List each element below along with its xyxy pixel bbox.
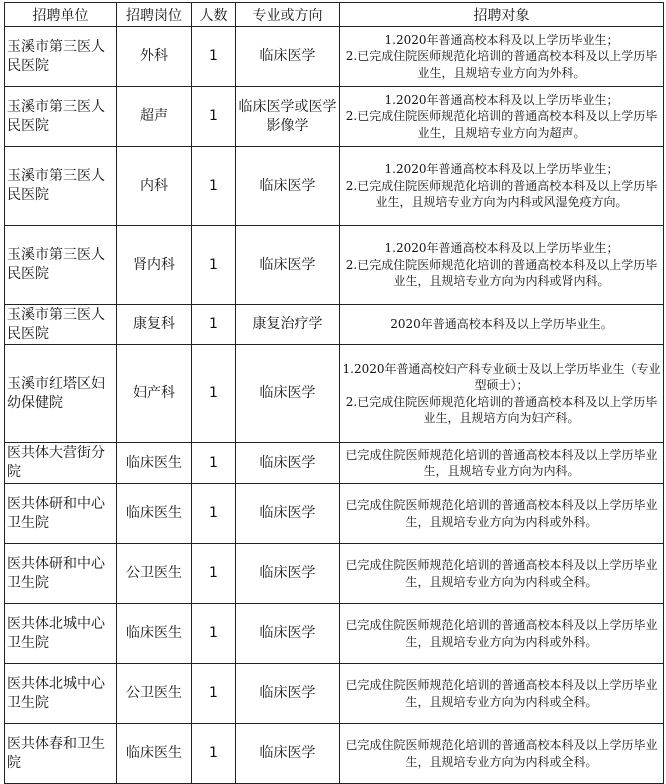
- table-row: [5, 147, 664, 226]
- unit-cell: 玉溪市红塔区妇幼保健院: [5, 345, 117, 443]
- post-cell: 超声: [117, 87, 192, 147]
- count-cell: 1: [192, 345, 236, 443]
- requirement-item: 2.已完成住院医师规范化培训的普通高校本科及以上学历毕业生，且规培专业方向为内科或肾内科。: [345, 257, 658, 289]
- count-cell: 1: [192, 27, 236, 87]
- post-cell: 外科: [117, 27, 192, 87]
- post-cell: 康复科: [117, 305, 192, 345]
- requirements-cell: [340, 484, 664, 544]
- unit-cell: 玉溪市第三医人民医院: [5, 27, 117, 87]
- table-row: [5, 305, 664, 345]
- requirements-cell: [340, 544, 664, 604]
- unit-cell: 玉溪市第三医人民医院: [5, 305, 117, 345]
- table-body: [5, 27, 664, 784]
- unit-cell: 玉溪市第三医人民医院: [5, 226, 117, 305]
- requirements-cell: [340, 345, 664, 443]
- count-cell: 1: [192, 305, 236, 345]
- major-cell: 临床医学: [236, 664, 340, 724]
- header-row: [5, 3, 664, 27]
- major-cell: 临床医学: [236, 604, 340, 664]
- requirement-item: 2.已完成住院医师规范化培训的普通高校本科及以上学历毕业生，且规培专业方向为内科或风湿免疫方向。: [345, 178, 658, 210]
- major-cell: 临床医学: [236, 147, 340, 226]
- header-unit: 招聘单位: [5, 3, 117, 27]
- requirements-cell: [340, 664, 664, 724]
- post-cell: 临床医生: [117, 724, 192, 784]
- unit-cell: 医共体北城中心卫生院: [5, 604, 117, 664]
- requirement-item: 已完成住院医师规范化培训的普通高校本科及以上学历毕业生，且规培专业方向为内科或全科。: [345, 738, 658, 769]
- unit-cell: 玉溪市第三医人民医院: [5, 87, 117, 147]
- requirements-cell: [340, 226, 664, 305]
- unit-cell: 医共体大营街分院: [5, 443, 117, 484]
- major-cell: 康复治疗学: [236, 305, 340, 345]
- table-row: [5, 664, 664, 724]
- requirements-cell: [340, 147, 664, 226]
- table-row: [5, 724, 664, 784]
- table-row: [5, 226, 664, 305]
- count-cell: 1: [192, 664, 236, 724]
- requirement-item: 已完成住院医师规范化培训的普通高校本科及以上学历毕业生，且规培专业方向为内科。: [345, 447, 658, 478]
- header-major: 专业或方向: [236, 3, 340, 27]
- count-cell: 1: [192, 443, 236, 484]
- requirement-item: 2.已完成住院医师规范化培训的普通高校本科及以上学历毕业生，且规培方向为妇产科。: [345, 394, 658, 425]
- requirement-item: 2.已完成住院医师规范化培训的普通高校本科及以上学历毕业生，且规培专业方向为外科。: [345, 49, 658, 80]
- table-row: [5, 604, 664, 664]
- table-row: [5, 87, 664, 147]
- major-cell: 临床医学: [236, 345, 340, 443]
- post-cell: 肾内科: [117, 226, 192, 305]
- post-cell: 妇产科: [117, 345, 192, 443]
- requirement-item: 2.已完成住院医师规范化培训的普通高校本科及以上学历毕业生，且规培专业方向为超声。: [345, 109, 658, 140]
- header-requirements: 招聘对象: [340, 3, 664, 27]
- requirement-item: 1.2020年普通高校妇产科专业硕士及以上学历毕业生（专业型硕士）；: [342, 361, 661, 392]
- requirements-cell: [340, 443, 664, 484]
- requirement-item: 已完成住院医师规范化培训的普通高校本科及以上学历毕业生，且规培专业方向为内科或外科。: [345, 618, 658, 649]
- requirements-cell: [340, 724, 664, 784]
- requirements-cell: [340, 27, 664, 87]
- count-cell: 1: [192, 226, 236, 305]
- requirement-item: 1.2020年普通高校本科及以上学历毕业生；: [384, 241, 619, 256]
- post-cell: 临床医生: [117, 484, 192, 544]
- table-row: [5, 345, 664, 443]
- table-row: [5, 27, 664, 87]
- unit-cell: 医共体研和中心卫生院: [5, 484, 117, 544]
- requirements-cell: [340, 305, 664, 345]
- major-cell: 临床医学: [236, 544, 340, 604]
- post-cell: 临床医生: [117, 604, 192, 664]
- count-cell: 1: [192, 484, 236, 544]
- requirement-item: 1.2020年普通高校本科及以上学历毕业生；: [384, 92, 619, 107]
- major-cell: 临床医学: [236, 226, 340, 305]
- unit-cell: 医共体北城中心卫生院: [5, 664, 117, 724]
- requirement-item: 已完成住院医师规范化培训的普通高校本科及以上学历毕业生，且规培专业方向为内科或全科。: [345, 678, 658, 709]
- requirement-item: 1.2020年普通高校本科及以上学历毕业生；: [384, 162, 619, 177]
- post-cell: 公卫医生: [117, 544, 192, 604]
- unit-cell: 医共体春和卫生院: [5, 724, 117, 784]
- post-cell: 内科: [117, 147, 192, 226]
- major-cell: 临床医学: [236, 27, 340, 87]
- header-count: 人数: [192, 3, 236, 27]
- count-cell: 1: [192, 544, 236, 604]
- requirement-item: 2020年普通高校本科及以上学历毕业生。: [390, 317, 613, 332]
- major-cell: 临床医学: [236, 443, 340, 484]
- count-cell: 1: [192, 724, 236, 784]
- major-cell: 临床医学或医学影像学: [236, 87, 340, 147]
- major-cell: 临床医学: [236, 484, 340, 544]
- count-cell: 1: [192, 147, 236, 226]
- requirement-item: 已完成住院医师规范化培训的普通高校本科及以上学历毕业生，且规培专业方向为内科或全科。: [345, 558, 658, 589]
- header-post: 招聘岗位: [117, 3, 192, 27]
- requirements-cell: [340, 87, 664, 147]
- unit-cell: 医共体研和中心卫生院: [5, 544, 117, 604]
- requirement-item: 1.2020年普通高校本科及以上学历毕业生；: [384, 32, 619, 47]
- table-row: [5, 443, 664, 484]
- table-row: [5, 484, 664, 544]
- recruitment-table: [4, 2, 664, 784]
- post-cell: 公卫医生: [117, 664, 192, 724]
- requirement-item: 已完成住院医师规范化培训的普通高校本科及以上学历毕业生，且规培专业方向为内科或外科。: [345, 498, 658, 529]
- table-row: [5, 544, 664, 604]
- count-cell: 1: [192, 604, 236, 664]
- unit-cell: 玉溪市第三医人民医院: [5, 147, 117, 226]
- major-cell: 临床医学: [236, 724, 340, 784]
- post-cell: 临床医生: [117, 443, 192, 484]
- count-cell: 1: [192, 87, 236, 147]
- requirements-cell: [340, 604, 664, 664]
